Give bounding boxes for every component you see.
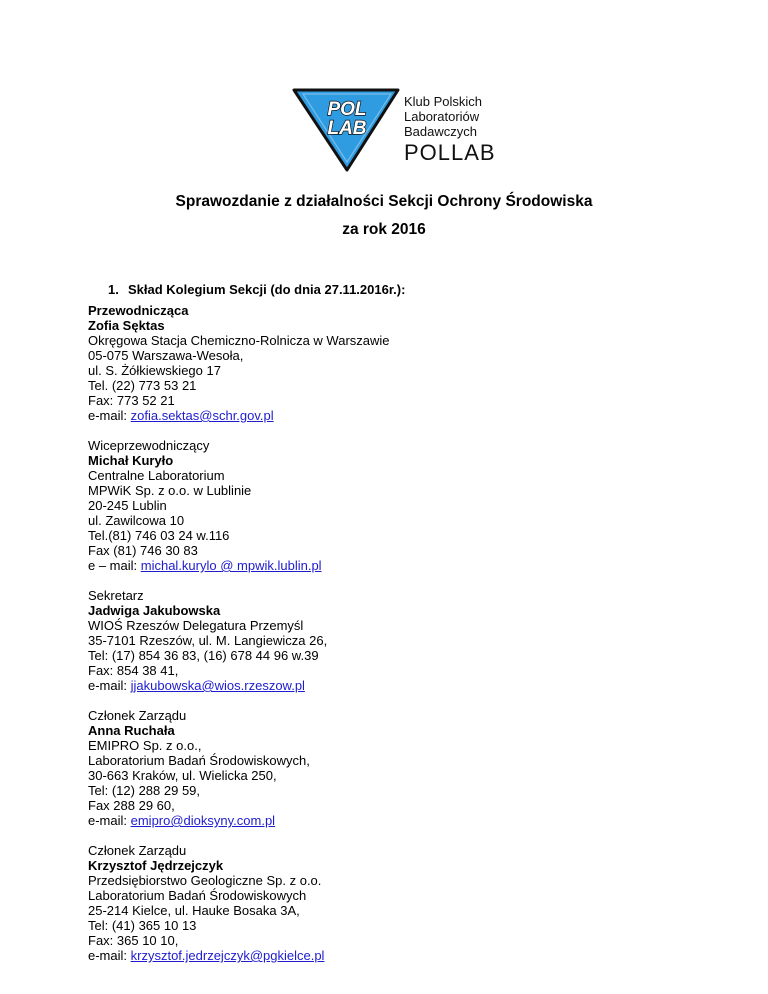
email-label: e-mail: <box>88 948 131 963</box>
email-link[interactable]: jjakubowska@wios.rzeszow.pl <box>130 678 305 693</box>
member-line: Okręgowa Stacja Chemiczno-Rolnicza w Warszawie <box>88 333 390 348</box>
member-email-row <box>88 813 688 828</box>
section-heading-text: Skład Kolegium Sekcji (do dnia 27.11.2016r.): <box>128 282 406 297</box>
member-role: Członek Zarządu <box>88 708 187 723</box>
member-email-row <box>88 678 688 693</box>
member-name: Michał Kuryło <box>88 453 174 468</box>
section-number: 1. <box>108 282 119 297</box>
member-line: ul. S. Żółkiewskiego 17 <box>88 363 221 378</box>
logo-brand: POLLAB <box>404 140 496 165</box>
member-name: Jadwiga Jakubowska <box>88 603 221 618</box>
member-line: 20-245 Lublin <box>88 498 167 513</box>
member-line: Fax: 854 38 41, <box>88 663 179 678</box>
member-line: ul. Zawilcowa 10 <box>88 513 185 528</box>
member-line: 25-214 Kielce, ul. Hauke Bosaka 3A, <box>88 903 300 918</box>
member-line: Tel.(81) 746 03 24 w.116 <box>88 528 230 543</box>
member-line: 30-663 Kraków, ul. Wielicka 250, <box>88 768 277 783</box>
email-link[interactable]: krzysztof.jedrzejczyk@pgkielce.pl <box>130 948 325 963</box>
pollab-triangle-icon <box>291 88 401 172</box>
email-label: e-mail: <box>88 813 131 828</box>
member-line: Tel: (12) 288 29 59, <box>88 783 201 798</box>
member-email-row <box>88 948 688 963</box>
member-line: Centralne Laboratorium <box>88 468 225 483</box>
logo-text <box>404 94 496 166</box>
email-label: e-mail: <box>88 678 131 693</box>
member-block <box>88 303 688 423</box>
member-line: Tel: (41) 365 10 13 <box>88 918 197 933</box>
logo-text-line: Laboratoriów <box>404 109 480 124</box>
logo-text-line: Badawczych <box>404 124 477 139</box>
email-link[interactable]: emipro@dioksyny.com.pl <box>130 813 276 828</box>
section-heading <box>108 282 405 297</box>
member-line: WIOŚ Rzeszów Delegatura Przemyśl <box>88 618 304 633</box>
member-email-row <box>88 558 688 573</box>
member-line: Przedsiębiorstwo Geologiczne Sp. z o.o. <box>88 873 322 888</box>
email-link[interactable]: zofia.sektas@schr.gov.pl <box>130 408 274 423</box>
logo-mark-pol: POL <box>327 99 367 120</box>
member-block <box>88 438 688 573</box>
member-email-row <box>88 408 688 423</box>
member-line: Tel: (17) 854 36 83, (16) 678 44 96 w.39 <box>88 648 319 663</box>
member-block <box>88 588 688 693</box>
member-name: Zofia Sęktas <box>88 318 165 333</box>
member-role: Przewodnicząca <box>88 303 189 318</box>
member-line: 05-075 Warszawa-Wesoła, <box>88 348 244 363</box>
member-line: Fax (81) 746 30 83 <box>88 543 198 558</box>
member-line: Tel. (22) 773 53 21 <box>88 378 197 393</box>
logo-mark-lab: LAB <box>327 118 367 139</box>
email-link[interactable]: michal.kurylo @ mpwik.lublin.pl <box>140 558 322 573</box>
member-line: Fax: 773 52 21 <box>88 393 175 408</box>
logo-text-line: Klub Polskich <box>404 94 483 109</box>
member-line: Fax 288 29 60, <box>88 798 175 813</box>
member-line: MPWiK Sp. z o.o. w Lublinie <box>88 483 252 498</box>
document-title: Sprawozdanie z działalności Sekcji Ochrony Środowiska <box>175 193 593 210</box>
member-role: Sekretarz <box>88 588 144 603</box>
member-line: Laboratorium Badań Środowiskowych, <box>88 753 310 768</box>
members-list <box>88 303 688 978</box>
document-subtitle: za rok 2016 <box>342 221 426 238</box>
member-name: Anna Ruchała <box>88 723 175 738</box>
member-role: Wiceprzewodniczący <box>88 438 210 453</box>
member-role: Członek Zarządu <box>88 843 187 858</box>
member-block <box>88 708 688 828</box>
member-line: Laboratorium Badań Środowiskowych <box>88 888 307 903</box>
member-block <box>88 843 688 963</box>
member-name: Krzysztof Jędrzejczyk <box>88 858 224 873</box>
email-label: e-mail: <box>88 408 131 423</box>
email-label: e – mail: <box>88 558 141 573</box>
pollab-logo <box>291 88 511 172</box>
member-line: Fax: 365 10 10, <box>88 933 179 948</box>
member-line: EMIPRO Sp. z o.o., <box>88 738 202 753</box>
member-line: 35-7101 Rzeszów, ul. M. Langiewicza 26, <box>88 633 328 648</box>
